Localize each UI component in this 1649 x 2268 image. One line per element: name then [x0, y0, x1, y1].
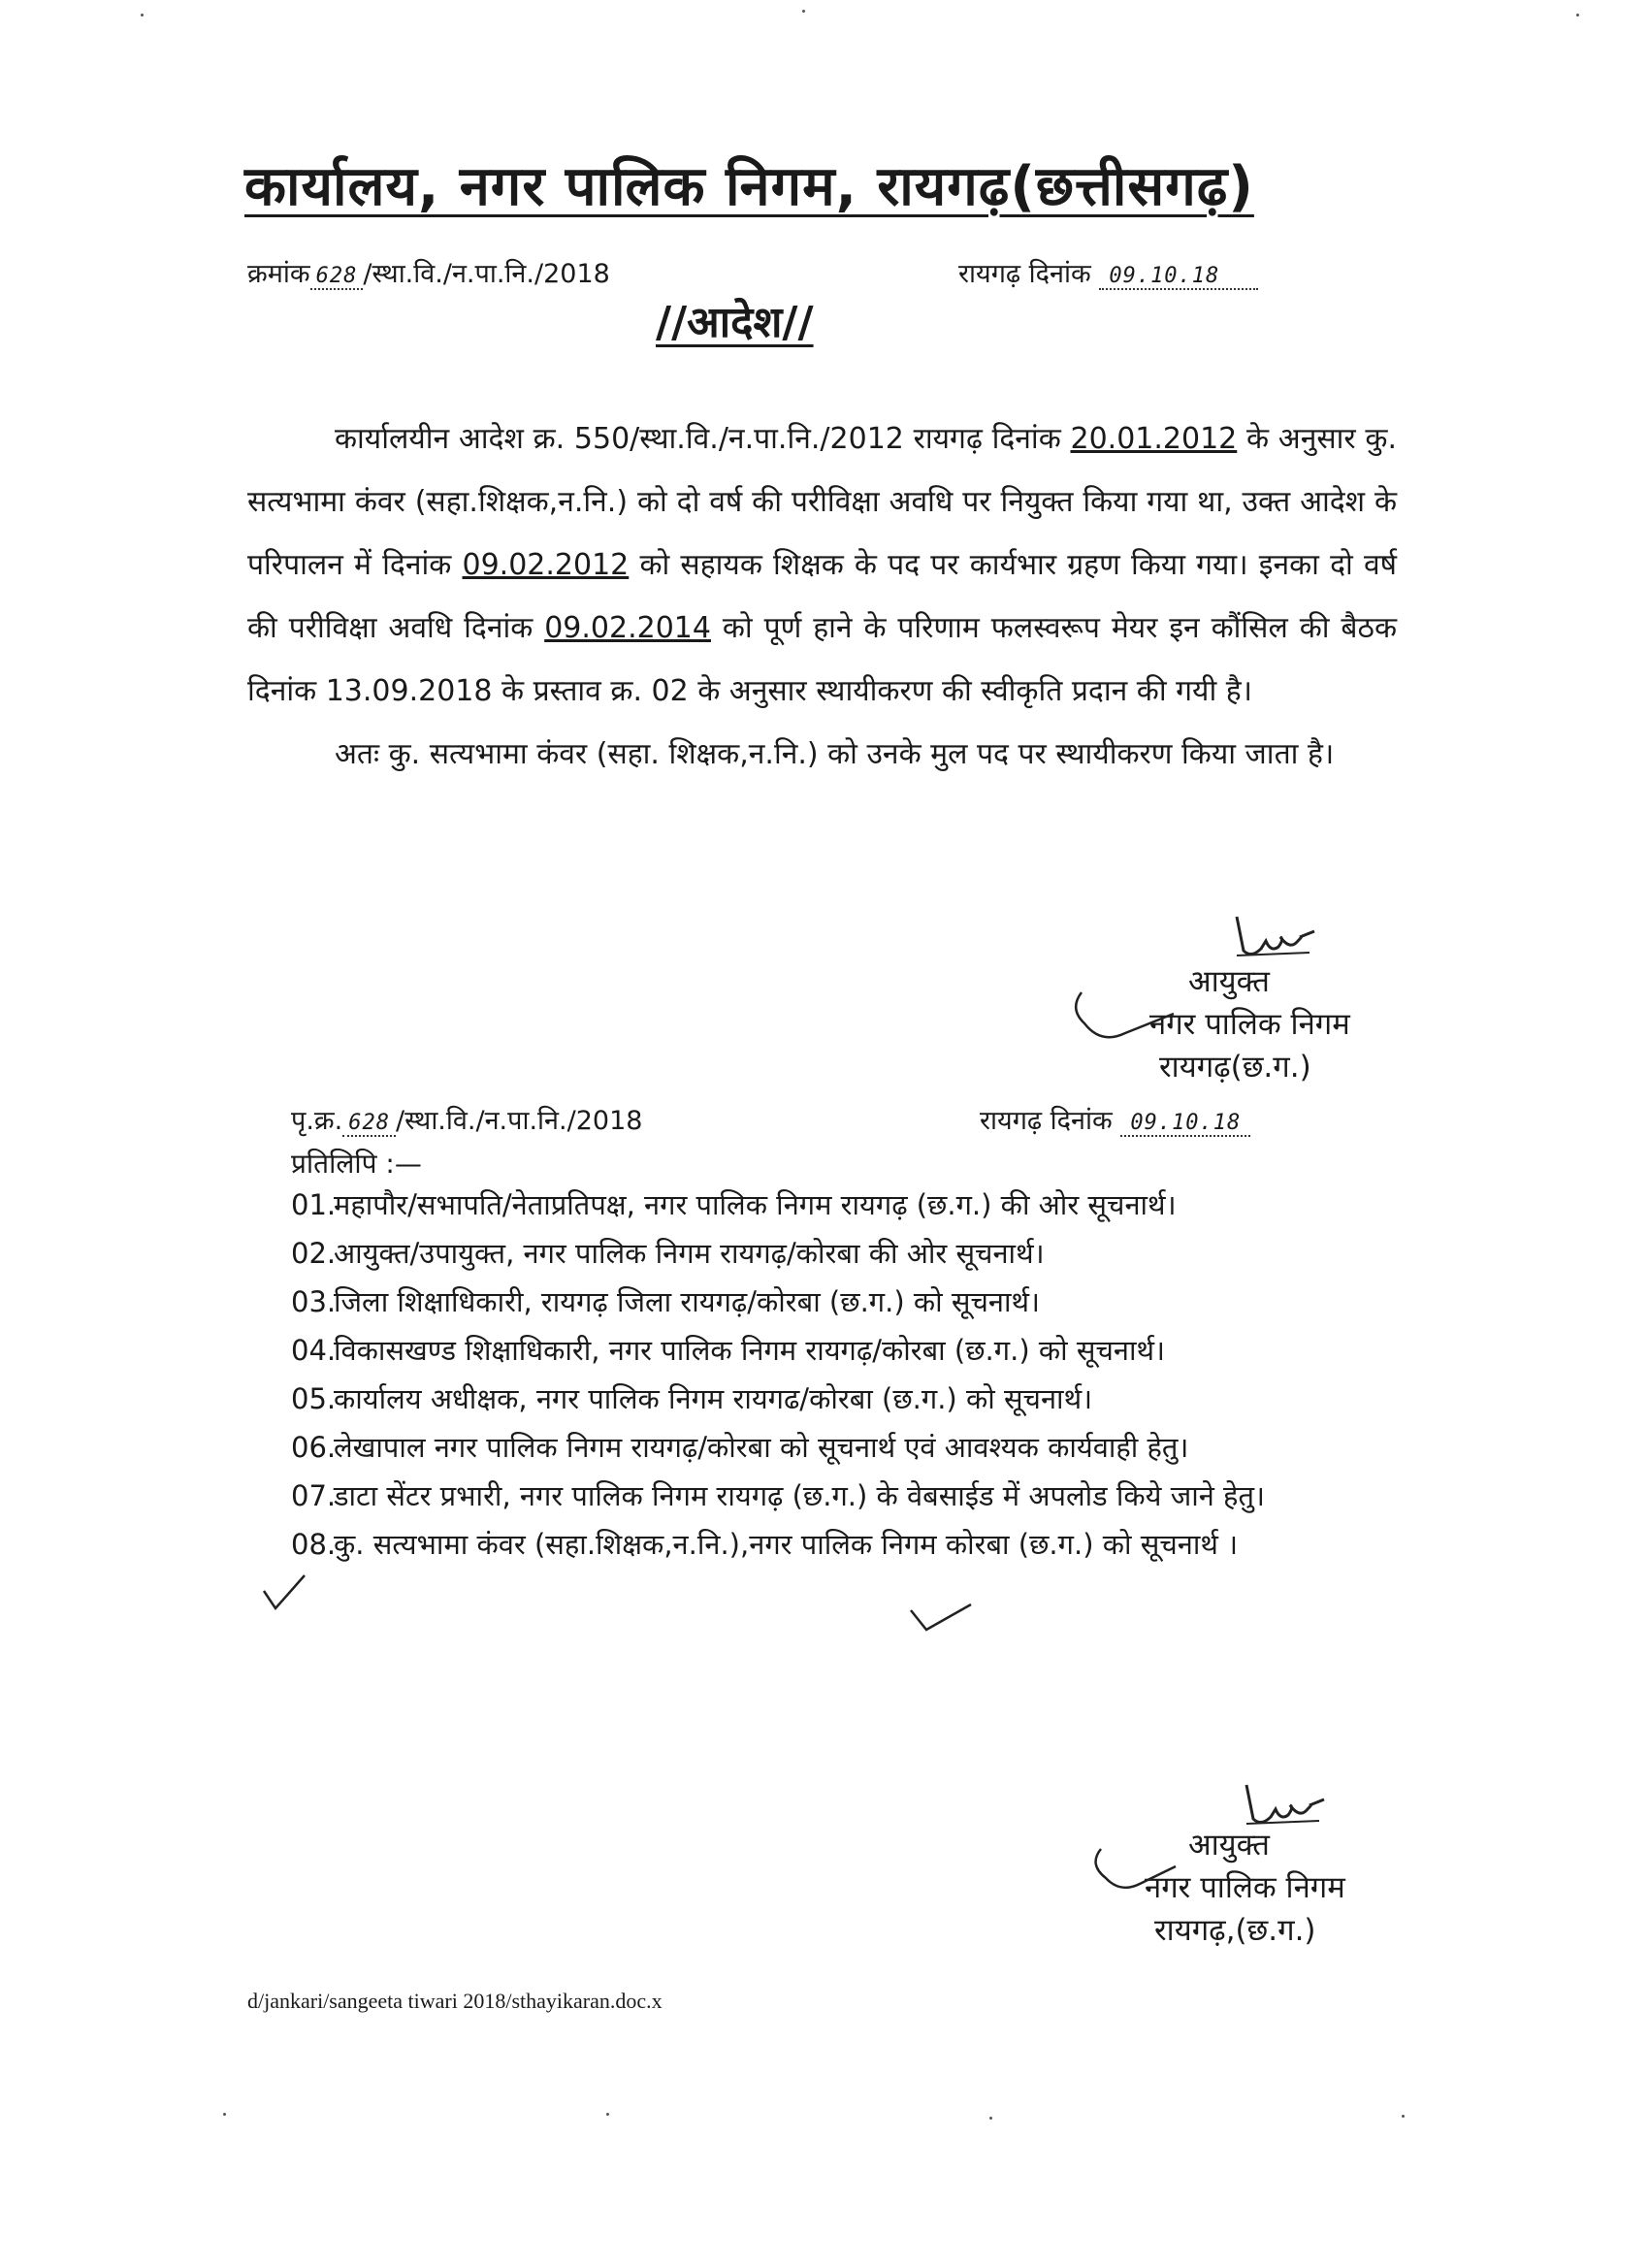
- date-value: 09.10.18: [1099, 264, 1258, 290]
- ref-number: 628: [310, 264, 364, 290]
- item-text: लेखापाल नगर पालिक निगम रायगढ़/कोरबा को सूचनार्थ एवं आवश्यक कार्यवाही हेतु।: [334, 1431, 1189, 1464]
- list-item: [291, 1329, 1397, 1372]
- date-probation-end: 09.02.2014: [544, 611, 711, 645]
- distribution-list: [291, 1183, 1397, 1566]
- scan-speck: [989, 2117, 992, 2120]
- date-appointment: 20.01.2012: [1070, 422, 1238, 456]
- signatory-title: आयुक्त: [1188, 1828, 1270, 1863]
- scan-speck: [141, 14, 144, 16]
- scan-speck: [223, 2113, 226, 2116]
- item-text: जिला शिक्षाधिकारी, रायगढ़ जिला रायगढ़/कोरबा (छ.ग.) को सूचनार्थ।: [334, 1285, 1041, 1318]
- signatory-title: आयुक्त: [1188, 964, 1270, 999]
- scan-speck: [1402, 2115, 1405, 2118]
- tick-mark-icon: [260, 1571, 308, 1615]
- item-text: कार्यालय अधीक्षक, नगर पालिक निगम रायगढ/कोरबा (छ.ग.) को सूचनार्थ।: [334, 1382, 1093, 1415]
- item-number: 07.: [291, 1479, 337, 1512]
- office-title: कार्यालय, नगर पालिक निगम, रायगढ़(छत्तीसगढ़): [244, 155, 1254, 218]
- item-text: विकासखण्ड शिक्षाधिकारी, नगर पालिक निगम रायगढ़/कोरबा (छ.ग.) को सूचनार्थ।: [334, 1334, 1166, 1367]
- signatory-place: रायगढ़,(छ.ग.): [1154, 1913, 1316, 1948]
- item-number: 08.: [291, 1528, 337, 1561]
- item-text: डाटा सेंटर प्रभारी, नगर पालिक निगम रायगढ़ (छ.ग.) के वेबसाईड में अपलोड किये जाने हेतु।: [334, 1479, 1265, 1512]
- body-paragraph-1: [247, 407, 1397, 723]
- copy-label: प्रतिलिपि :—: [291, 1148, 422, 1180]
- tick-mark-icon: [1067, 985, 1183, 1053]
- order-heading: //आदेश//: [656, 298, 814, 347]
- date-prefix: रायगढ़ दिनांक: [958, 259, 1091, 289]
- body-text: कार्यालयीन आदेश क्र. 550/स्था.वि./न.पा.नि./2012 रायगढ़ दिनांक: [335, 422, 1071, 456]
- list-item: [291, 1377, 1397, 1420]
- list-item: [291, 1523, 1397, 1566]
- list-item: [291, 1474, 1397, 1517]
- copy-reference: [291, 1101, 642, 1137]
- tick-mark-icon: [907, 1601, 975, 1639]
- body-paragraph-2: अतः कु. सत्यभामा कंवर (सहा. शिक्षक,न.नि.) को उनके मुल पद पर स्थायीकरण किया जाता है।: [335, 737, 1335, 771]
- order-date: [958, 254, 1258, 290]
- body-text: के अनुसार कु. सत्यभामा कंवर (सहा.शिक्षक,न.नि.) को दो वर्ष की परीविक्षा अवधि पर नियुक्त किया गया था, उक्त आदेश के परिपालन में दिनांक: [247, 422, 1397, 582]
- signatory-org: नगर पालिक निगम: [1149, 1007, 1350, 1042]
- signatory-place: रायगढ़(छ.ग.): [1159, 1050, 1311, 1085]
- item-text: आयुक्त/उपायुक्त, नगर पालिक निगम रायगढ़/कोरबा की ओर सूचनार्थ।: [334, 1237, 1045, 1270]
- copy-date-prefix: रायगढ़ दिनांक: [980, 1106, 1113, 1136]
- list-item: [291, 1232, 1397, 1275]
- copy-date-value: 09.10.18: [1120, 1111, 1250, 1137]
- scan-speck: [1576, 14, 1579, 16]
- body-text: को पूर्ण हाने के परिणाम फलस्वरूप मेयर इन कौंसिल की बैठक दिनांक 13.09.2018 के प्रस्ताव क्र. 02 के अनुसार स्थायीकरण की स्वीकृति प्रदान की गयी है।: [247, 611, 1397, 708]
- item-text: महापौर/सभापति/नेताप्रतिपक्ष, नगर पालिक निगम रायगढ़ (छ.ग.) की ओर सूचनार्थ।: [334, 1188, 1177, 1221]
- item-number: 03.: [291, 1285, 337, 1318]
- copy-ref-number: 628: [342, 1111, 396, 1137]
- date-joining: 09.02.2012: [462, 548, 630, 582]
- list-item: [291, 1280, 1397, 1323]
- scan-speck: [606, 2113, 609, 2116]
- item-text: कु. सत्यभामा कंवर (सहा.शिक्षक,न.नि.),नगर पालिक निगम कोरबा (छ.ग.) को सूचनार्थ ।: [334, 1528, 1239, 1561]
- tick-mark-icon: [1086, 1843, 1183, 1901]
- file-path: d/jankari/sangeeta tiwari 2018/sthayikaran.doc.x: [247, 1989, 663, 2013]
- item-number: 02.: [291, 1237, 337, 1270]
- order-body: [247, 407, 1397, 786]
- ref-prefix: क्रमांक: [247, 259, 310, 289]
- order-reference: [247, 254, 610, 290]
- body-text: को सहायक शिक्षक के पद पर कार्यभार ग्रहण किया गया। इनका दो वर्ष की परीविक्षा अवधि दिनांक: [247, 548, 1397, 645]
- copy-date: [980, 1101, 1250, 1137]
- copy-ref-suffix: /स्था.वि./न.पा.नि./2018: [396, 1106, 643, 1136]
- scan-speck: [802, 10, 805, 13]
- copy-ref-prefix: पृ.क्र.: [291, 1106, 343, 1136]
- item-number: 04.: [291, 1334, 337, 1367]
- item-number: 05.: [291, 1382, 337, 1415]
- signatory-org: नगर पालिक निगम: [1145, 1870, 1345, 1905]
- list-item: [291, 1426, 1397, 1469]
- item-number: 01.: [291, 1188, 337, 1221]
- ref-suffix: /स्था.वि./न.पा.नि./2018: [363, 259, 610, 289]
- list-item: [291, 1183, 1397, 1226]
- item-number: 06.: [291, 1431, 337, 1464]
